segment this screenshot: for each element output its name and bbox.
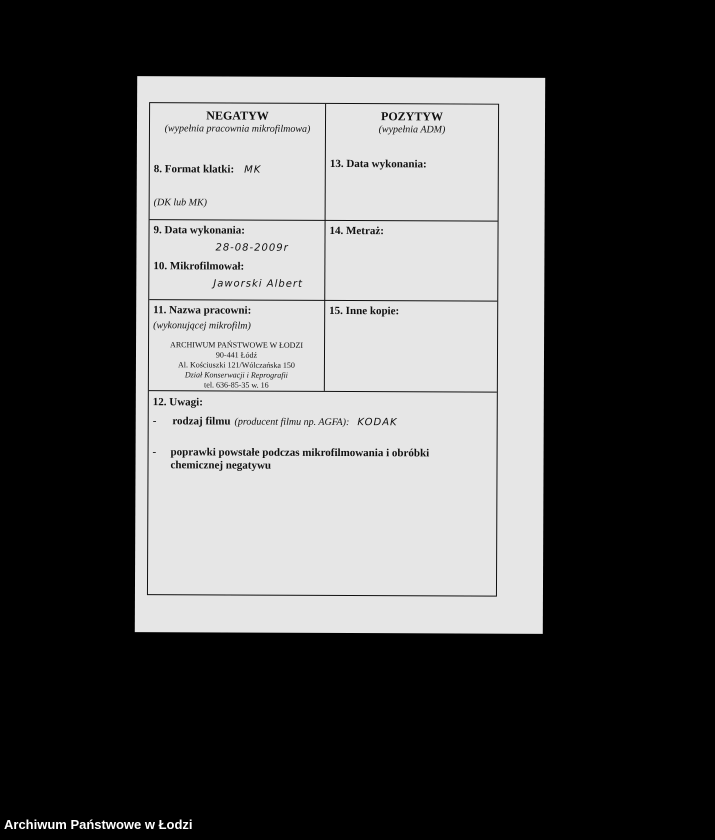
field11-cell (149, 300, 324, 391)
pozytyw-cell (326, 104, 499, 221)
item1-dash: - (152, 415, 157, 428)
uwagi-item-2 (152, 446, 472, 473)
form-grid (147, 102, 499, 597)
stamp-line-4: Dział Konserwacji i Reprografii (184, 370, 288, 380)
archive-footer: Archiwum Państwowe w Łodzi (4, 817, 193, 832)
stamp-line-3: Al. Kościuszki 121/Wólczańska 150 (177, 360, 295, 370)
microfilm-card (135, 76, 545, 634)
field10-label: 10. Mikrofilmował: (153, 260, 245, 273)
item1-value: KODAK (357, 417, 398, 429)
uwagi-label: 12. Uwagi: (152, 396, 203, 409)
field15-label: 15. Inne kopie: (329, 304, 400, 318)
item1-label: rodzaj filmu (172, 415, 231, 428)
field8-value: MK (244, 164, 262, 176)
item2-dash: - (152, 446, 157, 459)
field11-hint: (wykonującej mikrofilm) (153, 320, 251, 332)
field9-value: 28-08-2009r (215, 242, 289, 254)
field11-label: 11. Nazwa pracowni: (153, 304, 252, 317)
field14-cell (325, 221, 497, 301)
stamp-line-1: ARCHIWUM PAŃSTWOWE W ŁODZI (170, 340, 304, 350)
field9-label: 9. Data wykonania: (153, 224, 245, 237)
field13-label: 13. Data wykonania: (329, 157, 427, 171)
archive-stamp (149, 340, 324, 391)
field14-label: 14. Metraż: (329, 224, 384, 238)
field15-cell (325, 301, 497, 392)
stamp-line-5: tel. 636-85-35 w. 16 (204, 380, 269, 390)
pozytyw-title: POZYTYW (380, 109, 444, 124)
field8-label: 8. Format klatki: (153, 163, 235, 176)
uwagi-cell (148, 391, 497, 596)
field10-value: Jaworski Albert (213, 278, 303, 290)
item1-hint: (producent filmu np. AGFA): (234, 416, 350, 429)
stamp-line-2: 90-441 Łódź (215, 350, 258, 360)
negatyw-title: NEGATYW (206, 108, 269, 123)
negatyw-subtitle: (wypełnia pracownia mikrofilmowa) (164, 123, 311, 135)
pozytyw-subtitle: (wypełnia ADM) (378, 124, 446, 136)
field9-cell (149, 220, 324, 300)
negatyw-cell (150, 103, 326, 220)
uwagi-item-1 (153, 411, 398, 430)
field8-hint: (DK lub MK) (153, 197, 208, 209)
item2-label: poprawki powstałe podczas mikrofilmowania i obróbki chemicznej negatywu (170, 446, 430, 472)
